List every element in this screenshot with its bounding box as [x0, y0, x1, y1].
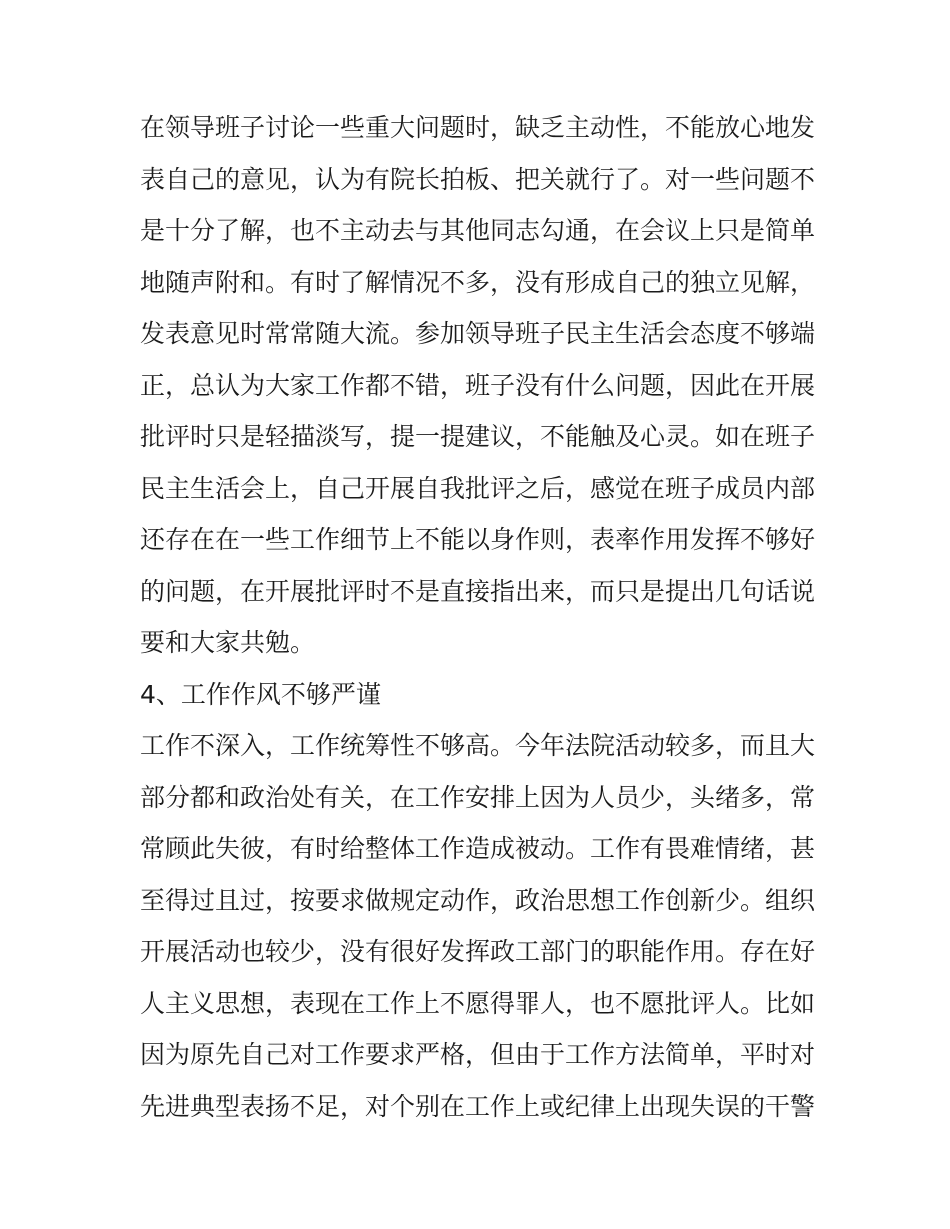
paragraph-line: 工作不深入，工作统筹性不够高。今年法院活动较多，而且大: [140, 731, 816, 760]
paragraph-line: 表自己的意见，认为有院长拍板、把关就行了。对一些问题不: [140, 164, 816, 194]
paragraph-line: 发表意见时常常随大流。参加领导班子民主生活会态度不够端: [140, 319, 816, 348]
paragraph-line: 地随声附和。有时了解情况不多，没有形成自己的独立见解，: [140, 267, 816, 297]
paragraph-1: [140, 102, 820, 669]
paragraph-line: 开展活动也较少，没有很好发挥政工部门的职能作用。存在好: [140, 937, 816, 966]
paragraph-line: 是十分了解，也不主动去与其他同志勾通，在会议上只是简单: [140, 216, 816, 245]
paragraph-line: 至得过且过，按要求做规定动作，政治思想工作创新少。组织: [140, 885, 816, 915]
paragraph-line: 人主义思想，表现在工作上不愿得罪人，也不愿批评人。比如: [140, 988, 816, 1018]
paragraph-line: 先进典型表扬不足，对个别在工作上或纪律上出现失误的干警: [140, 1091, 816, 1121]
paragraph-2: [140, 720, 820, 1132]
paragraph-line: 批评时只是轻描淡写，提一提建议，不能触及心灵。如在班子: [140, 422, 816, 451]
section-heading: 4、工作作风不够严谨: [140, 679, 381, 709]
paragraph-line: 常顾此失彼，有时给整体工作造成被动。工作有畏难情绪，甚: [140, 834, 816, 863]
paragraph-line: 要和大家共勉。: [140, 628, 316, 657]
paragraph-line: 还存在在一些工作细节上不能以身作则，表率作用发挥不够好: [140, 525, 816, 554]
paragraph-line: 部分都和政治处有关，在工作安排上因为人员少，头绪多，常: [140, 782, 816, 812]
paragraph-line: 正，总认为大家工作都不错，班子没有什么问题，因此在开展: [140, 370, 816, 400]
document-body: [140, 102, 820, 1132]
paragraph-line: 民主生活会上，自己开展自我批评之后，感觉在班子成员内部: [140, 473, 816, 503]
paragraph-line: 在领导班子讨论一些重大问题时，缺乏主动性，不能放心地发: [140, 113, 816, 142]
paragraph-line: 的问题，在开展批评时不是直接指出来，而只是提出几句话说: [140, 576, 816, 606]
paragraph-line: 因为原先自己对工作要求严格，但由于工作方法简单，平时对: [140, 1040, 816, 1069]
